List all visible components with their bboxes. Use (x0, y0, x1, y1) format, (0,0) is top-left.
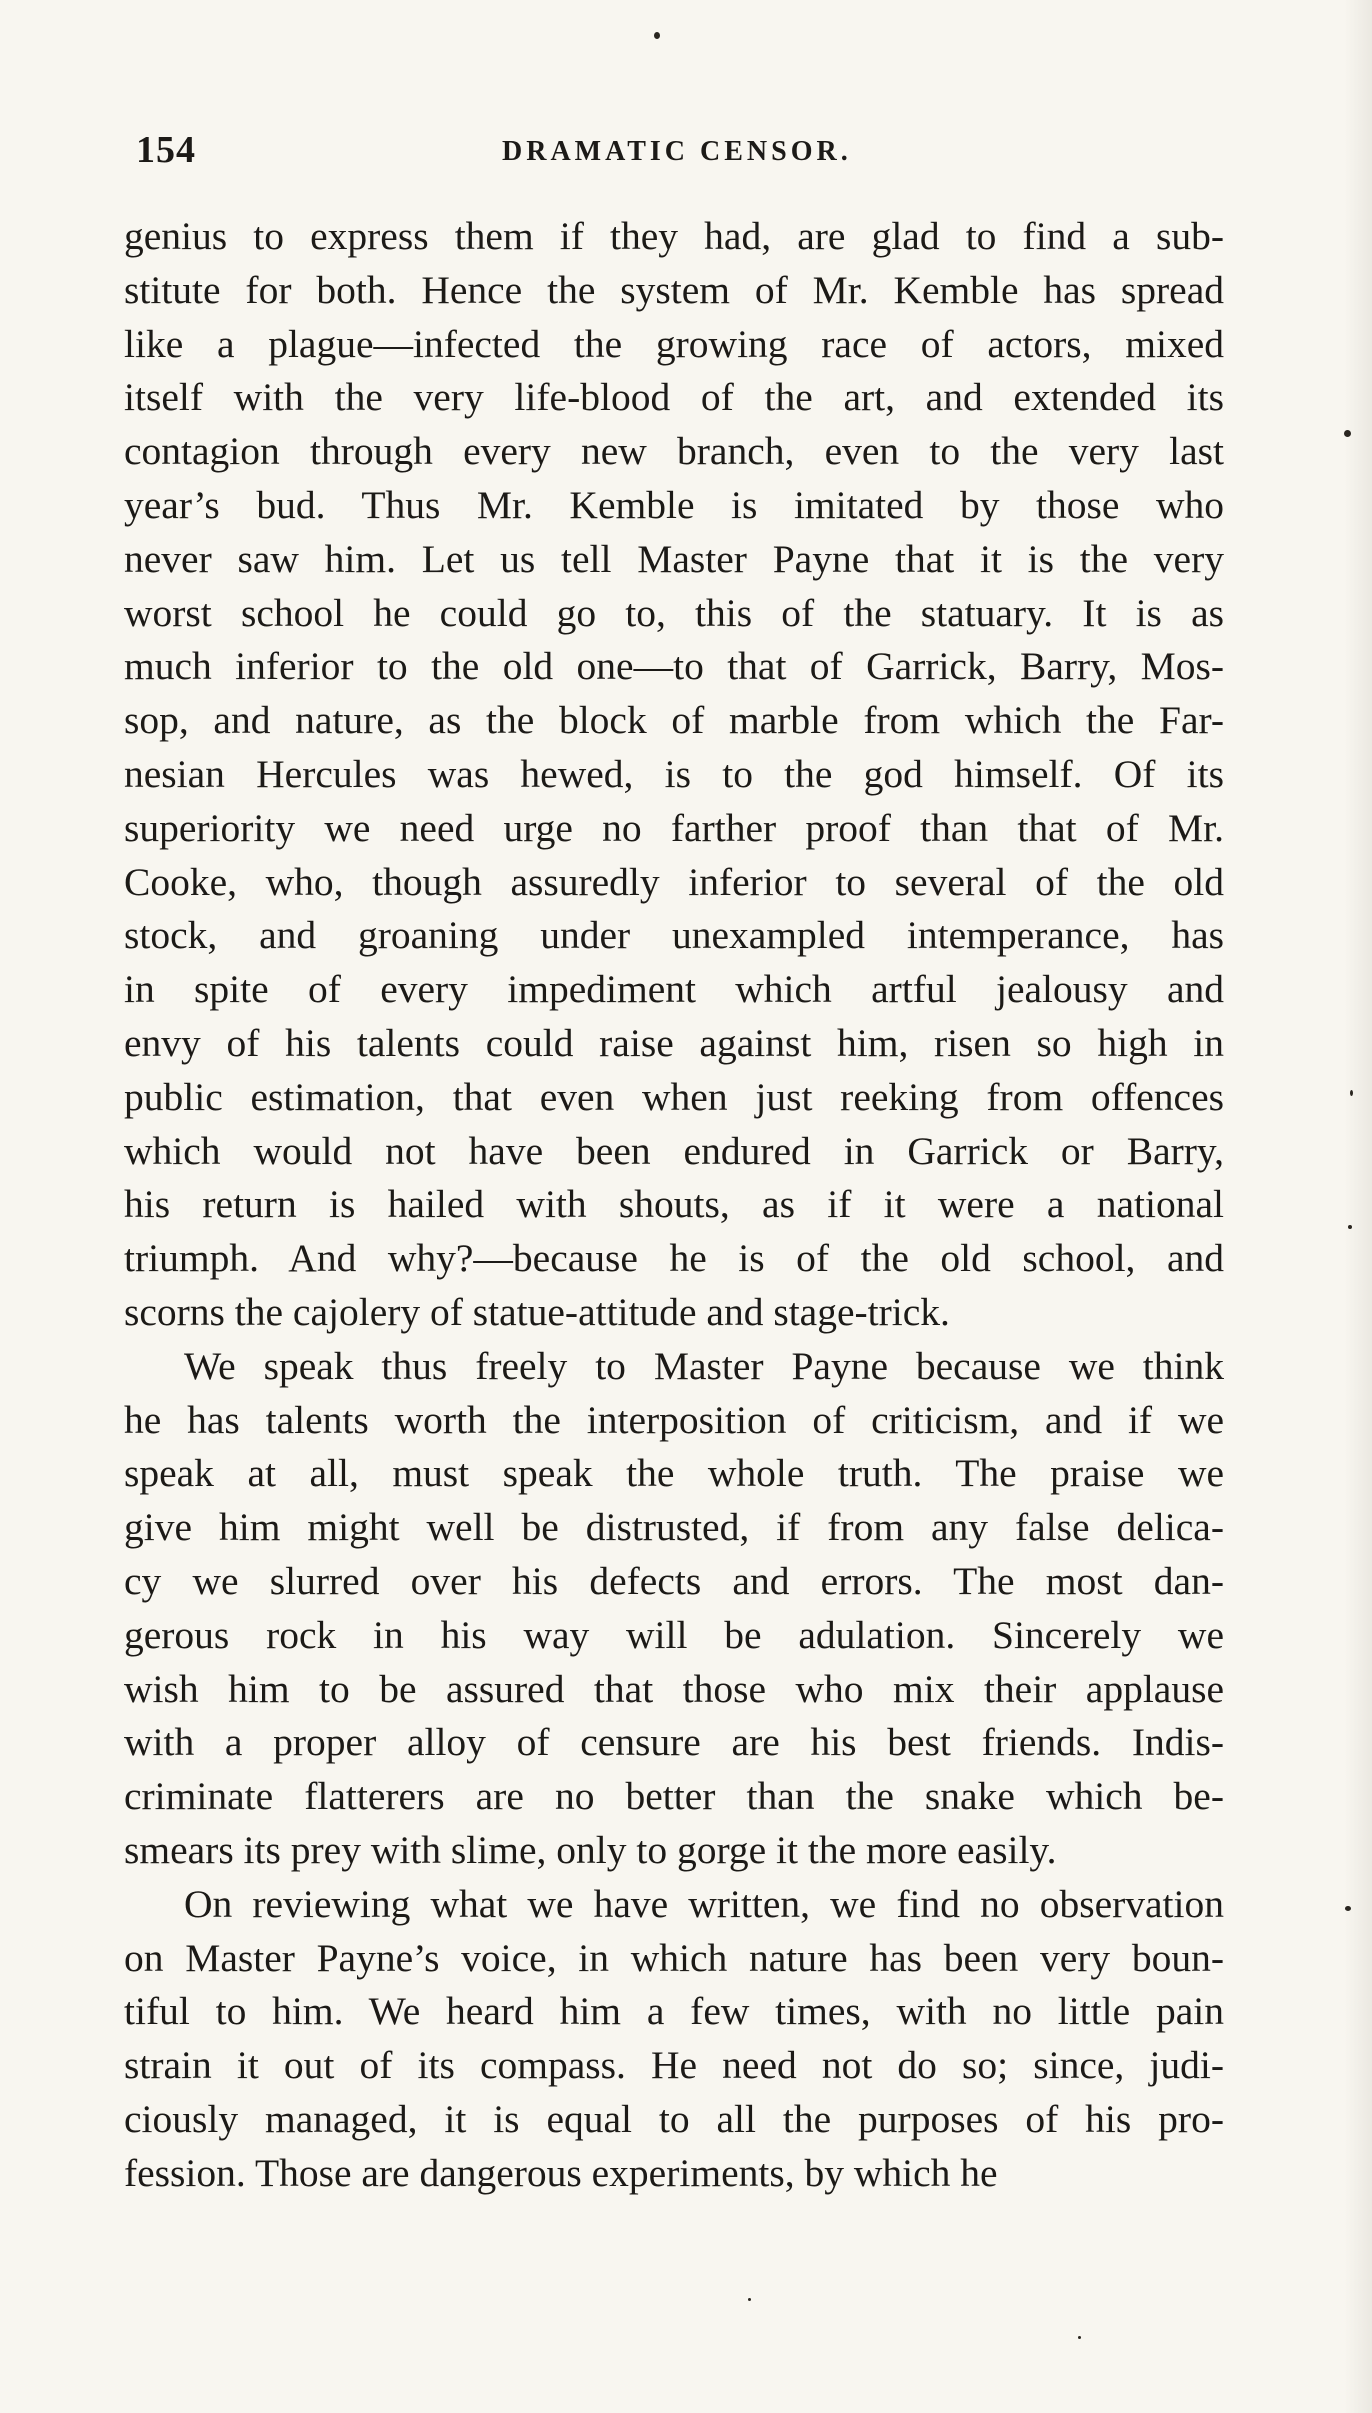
paragraph (124, 1340, 1224, 1878)
body-text (124, 210, 1224, 2200)
text-line: triumph. And why?—because he is of the old school, and (124, 1236, 1224, 1281)
text-line: nesian Hercules was hewed, is to the god himself. Of its (124, 751, 1224, 796)
text-line: speak at all, must speak the whole truth. The praise we (124, 1451, 1224, 1496)
text-line: he has talents worth the interposition of criticism, and if we (124, 1397, 1224, 1442)
text-line: which would not have been endured in Garrick or Barry, (124, 1128, 1224, 1173)
text-line: cy we slurred over his defects and errors. The most dan- (124, 1558, 1224, 1603)
running-head (136, 128, 1236, 178)
text-line: like a plague—infected the growing race of actors, mixed (124, 321, 1224, 366)
page-number: 154 (136, 129, 196, 171)
text-line: Cooke, who, though assuredly inferior to several of the old (124, 859, 1224, 904)
paper-speck (1345, 1906, 1351, 1911)
text-line: We speak thus freely to Master Payne because we think (184, 1343, 1224, 1388)
paper-speck (654, 32, 660, 39)
text-line: with a proper alloy of censure are his best friends. Indis- (124, 1720, 1224, 1765)
text-line: public estimation, that even when just reeking from offences (124, 1074, 1224, 1119)
text-line: contagion through every new branch, even to the very last (124, 429, 1224, 474)
text-line: stitute for both. Hence the system of Mr. Kemble has spread (124, 267, 1224, 312)
text-line: strain it out of its compass. He need not do so; since, judi- (124, 2043, 1224, 2088)
paper-speck (1344, 430, 1351, 437)
text-line: stock, and groaning under unexampled intemperance, has (124, 913, 1224, 958)
text-line: itself with the very life-blood of the art, and extended its (124, 375, 1224, 420)
text-line: wish him to be assured that those who mix their applause (124, 1666, 1224, 1711)
text-line: much inferior to the old one—to that of Garrick, Barry, Mos- (124, 644, 1224, 689)
text-line: ciously managed, it is equal to all the purposes of his pro- (124, 2096, 1224, 2141)
text-line: criminate flatterers are no better than the snake which be- (124, 1774, 1224, 1819)
paragraph (124, 210, 1224, 1340)
text-line: year’s bud. Thus Mr. Kemble is imitated by those who (124, 482, 1224, 527)
paper-speck (1348, 1225, 1352, 1229)
text-line: his return is hailed with shouts, as if it were a national (124, 1182, 1224, 1227)
text-line: scorns the cajolery of statue-attitude and stage-trick. (124, 1289, 950, 1334)
text-line: fession. Those are dangerous experiments, by which he (124, 2150, 998, 2195)
paper-speck (748, 2298, 751, 2301)
text-line: On reviewing what we have written, we find no observation (184, 1881, 1224, 1926)
text-line: on Master Payne’s voice, in which nature has been very boun- (124, 1935, 1224, 1980)
text-line: never saw him. Let us tell Master Payne that it is the very (124, 536, 1224, 581)
text-line: gerous rock in his way will be adulation. Sincerely we (124, 1612, 1224, 1657)
text-line: envy of his talents could raise against him, risen so high in (124, 1020, 1224, 1065)
text-line: genius to express them if they had, are glad to find a sub- (124, 214, 1224, 258)
running-title: DRAMATIC CENSOR. (502, 136, 852, 167)
paper-speck (1078, 2336, 1081, 2339)
text-line: smears its prey with slime, only to gorge it the more easily. (124, 1827, 1057, 1872)
text-line: sop, and nature, as the block of marble from which the Far- (124, 698, 1224, 743)
page-edge-shadow (1344, 0, 1372, 2413)
text-line: worst school he could go to, this of the statuary. It is as (124, 590, 1224, 635)
paragraph (124, 1878, 1224, 2201)
paper-speck (1350, 1090, 1353, 1096)
text-line: tiful to him. We heard him a few times, with no little pain (124, 1989, 1224, 2034)
text-line: superiority we need urge no farther proof than that of Mr. (124, 805, 1224, 850)
text-line: give him might well be distrusted, if from any false delica- (124, 1505, 1224, 1550)
text-line: in spite of every impediment which artful jealousy and (124, 967, 1224, 1012)
